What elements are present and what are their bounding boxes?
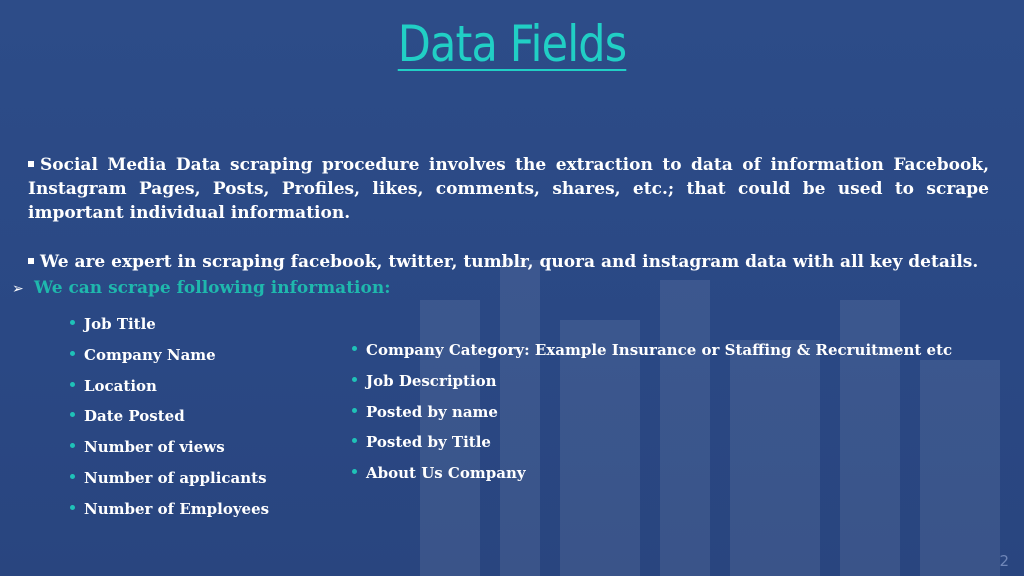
list-item-label: Company Category: Example Insurance or Staffing & Recruitment etc	[366, 341, 953, 359]
list-item	[70, 499, 269, 530]
dot-bullet-icon	[70, 443, 75, 448]
list-item	[70, 437, 269, 468]
dot-bullet-icon	[70, 412, 75, 417]
list-item-label: Posted by name	[366, 402, 498, 421]
list-item	[352, 432, 952, 463]
dot-bullet-icon	[70, 382, 75, 387]
paragraph-2-text: We are expert in scraping facebook, twitter, tumblr, quora and instagram data with all key details.	[40, 252, 979, 272]
list-item	[352, 402, 952, 433]
list-item	[70, 345, 269, 376]
list-item-label: Number of views	[84, 438, 225, 457]
list-item-label: Location	[84, 376, 157, 395]
list-item	[352, 340, 952, 371]
subheading-text: We can scrape following information:	[34, 278, 391, 298]
list-item-label: Date Posted	[84, 407, 185, 426]
dot-bullet-icon	[352, 377, 357, 382]
slide-title: Data Fields	[397, 15, 627, 73]
dot-bullet-icon	[352, 346, 357, 351]
list-item-label: Company Name	[84, 345, 216, 364]
list-item-label: Posted by Title	[366, 433, 491, 452]
dot-bullet-icon	[70, 474, 75, 479]
list-item	[352, 371, 952, 402]
page-number: 2	[999, 552, 1009, 570]
right-field-list	[352, 340, 952, 494]
list-item	[70, 314, 269, 345]
list-item	[352, 463, 952, 494]
paragraph-2	[28, 250, 989, 274]
list-item	[70, 376, 269, 407]
paragraph-1	[28, 153, 989, 225]
list-item-label: Job Title	[84, 315, 156, 333]
paragraph-1-text: Social Media Data scraping procedure involves the extraction to data of information Facebook, Instagram Pages, Posts, Profiles, likes, comments, shares, etc.; that could be used to scrape important individual information.	[28, 155, 989, 223]
subheading	[12, 278, 390, 298]
dot-bullet-icon	[352, 469, 357, 474]
arrow-bullet-icon: ➢	[12, 281, 24, 297]
list-item-label: Number of applicants	[84, 468, 267, 487]
square-bullet-icon	[28, 161, 34, 167]
list-item	[70, 468, 269, 499]
square-bullet-icon	[28, 258, 34, 264]
list-item-label: About Us Company	[366, 464, 526, 483]
list-item-label: Job Description	[366, 371, 497, 390]
dot-bullet-icon	[70, 351, 75, 356]
dot-bullet-icon	[352, 438, 357, 443]
list-item-label: Number of Employees	[84, 499, 270, 518]
list-item	[70, 406, 269, 437]
dot-bullet-icon	[352, 408, 357, 413]
left-field-list	[70, 314, 269, 530]
dot-bullet-icon	[70, 320, 75, 325]
dot-bullet-icon	[70, 505, 75, 510]
